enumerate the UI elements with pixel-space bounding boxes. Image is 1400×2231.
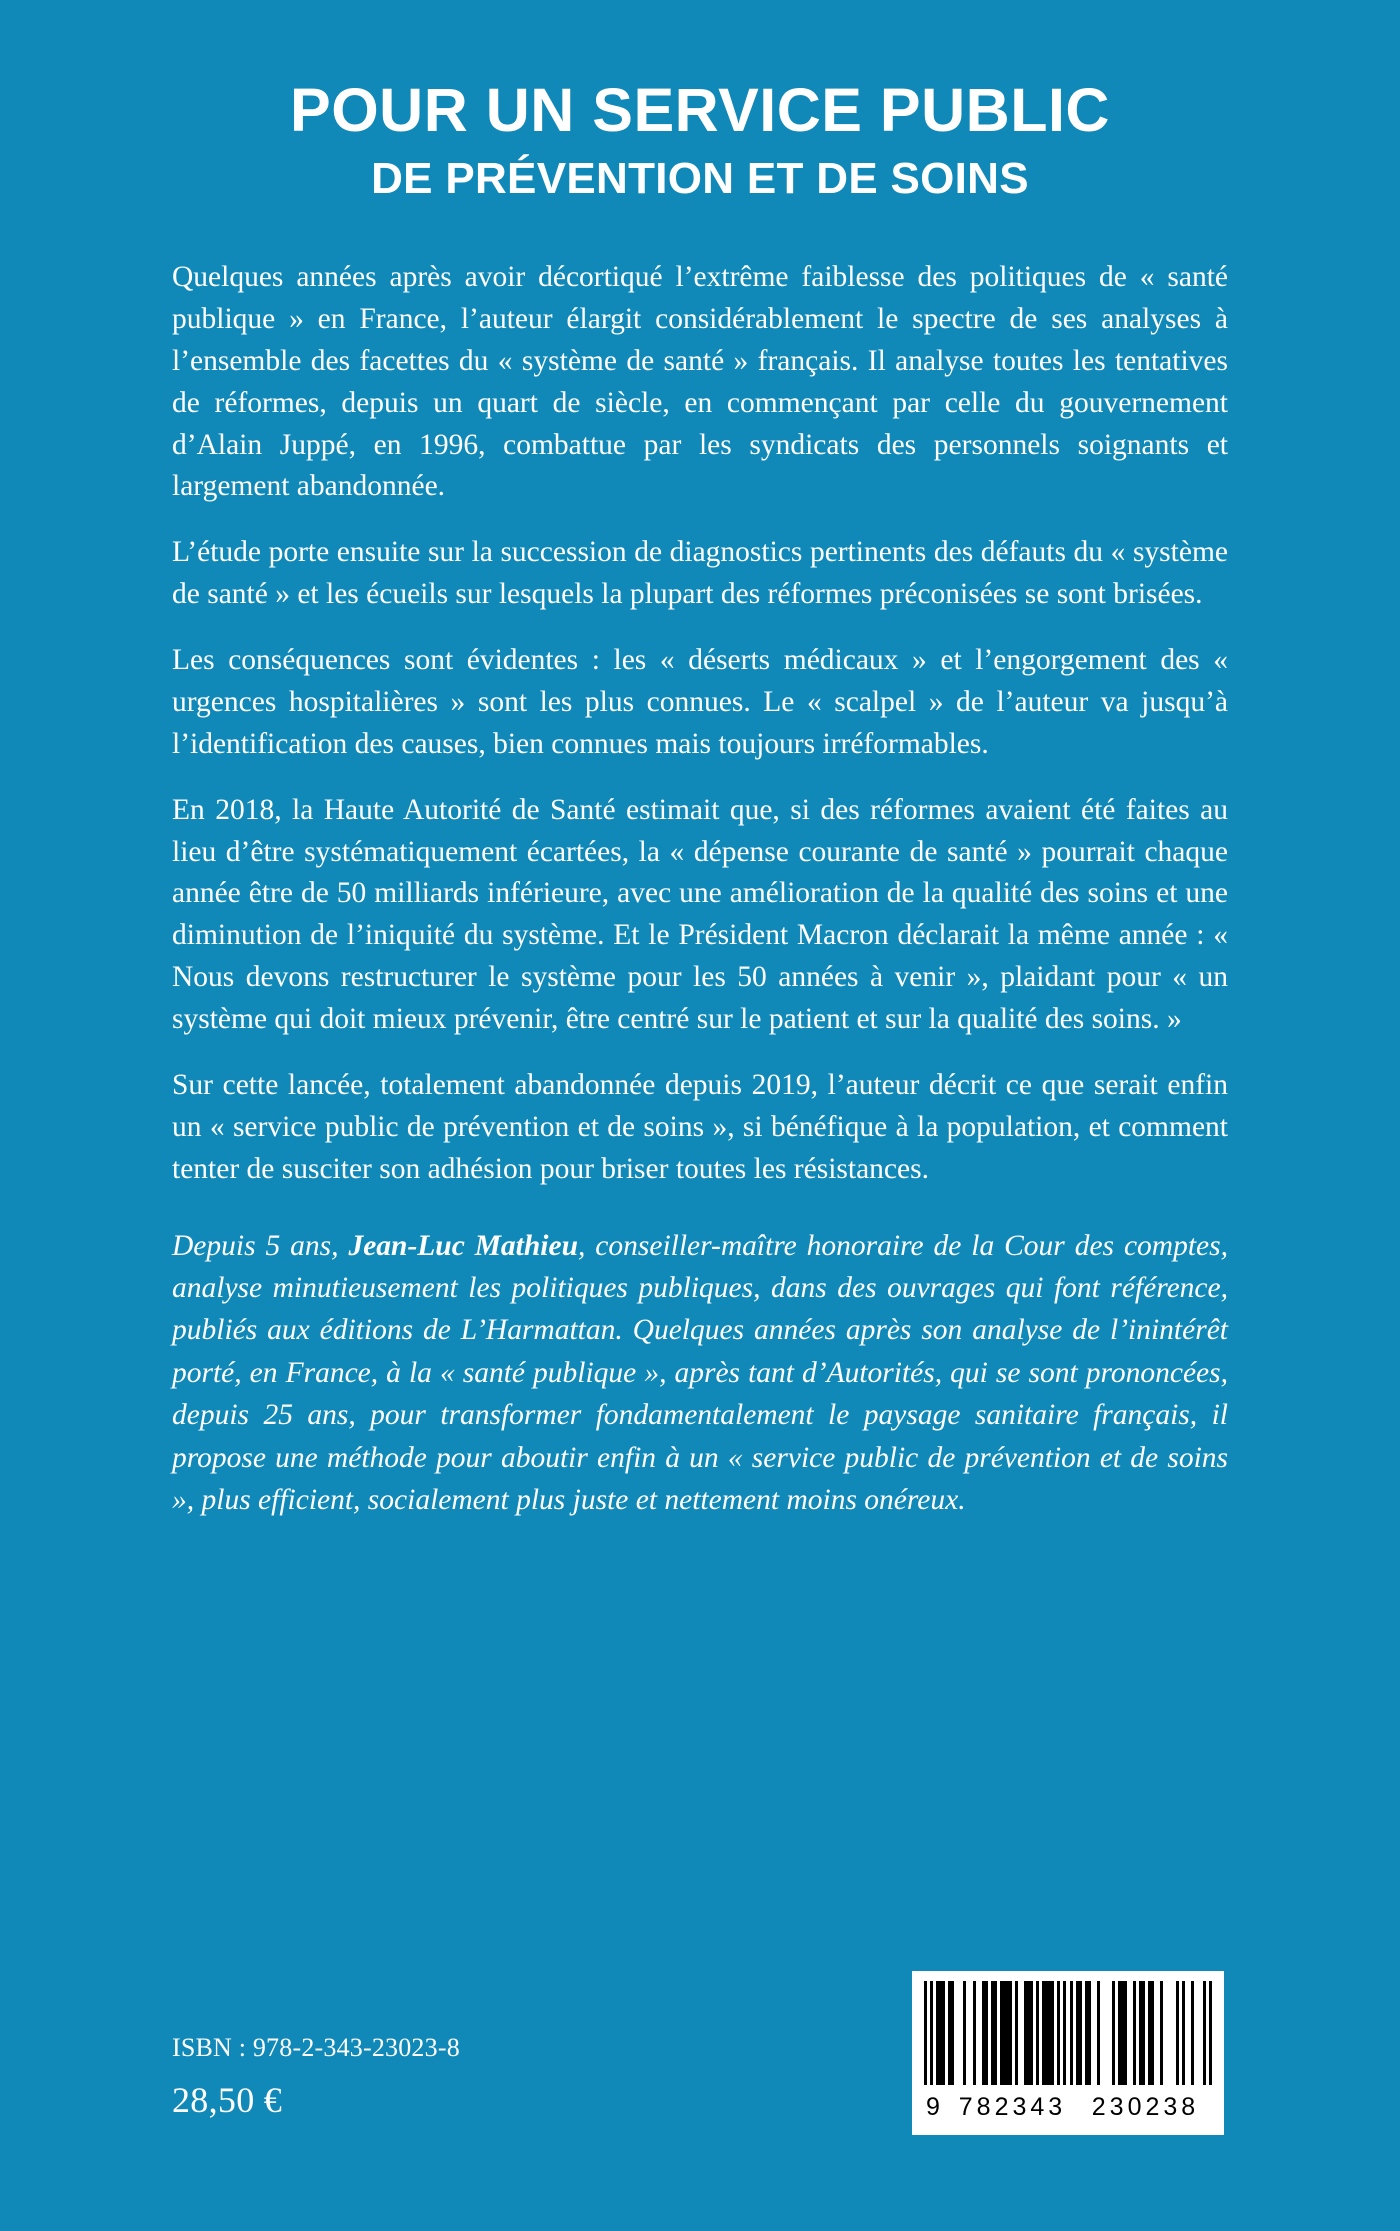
blurb-paragraph: L’étude porte ensuite sur la succession de diagnostics pertinents des défauts du « système de santé » et les écueils sur lesquels la plupart des réformes préconisées se sont brisées. [172,536,1228,611]
barcode-bars [924,1981,1212,2085]
price-text: 28,50 € [172,2080,283,2120]
page-title: POUR UN SERVICE PUBLIC [290,76,1110,144]
author-note-prefix: Depuis 5 ans, [172,1229,349,1262]
blurb-paragraph: Sur cette lancée, totalement abandonnée depuis 2019, l’auteur décrit ce que serait enfin un « service public de prévention et de soins », si bénéfique à la population, et comment tenter de susciter son adhésion pour briser toutes les résistances. [172,1068,1228,1185]
barcode-group-2: 230238 [1091,2093,1200,2121]
barcode-group-1: 782343 [958,2093,1067,2121]
page-subtitle: DE PRÉVENTION ET DE SOINS [371,153,1029,203]
blurb-paragraph: Les conséquences sont évidentes : les « déserts médicaux » et l’engorgement des « urgences hospitalières » sont les plus connues. Le « scalpel » de l’auteur va jusqu’à l’identification des causes, bien connues mais toujours irréformables. [172,644,1228,760]
barcode-digits [924,2093,1212,2122]
blurb-paragraph: En 2018, la Haute Autorité de Santé estimait que, si des réformes avaient été faites au lieu d’être systématiquement écartées, la « dépense courante de santé » pourrait chaque année être de 50 milliards inférieure, avec une amélioration de la qualité des soins et une diminution de l’iniquité du système. Et le Président Macron déclarait la même année : « Nous devons restructurer le système pour les 50 années à venir », plaidant pour « un système qui doit mieux prévenir, être centré sur le patient et sur la qualité des soins. » [172,793,1228,1036]
isbn-block [172,2033,460,2121]
author-biography [172,1225,1228,1522]
footer [172,1935,1228,2135]
title-block [172,0,1228,203]
author-note-suffix: , conseiller-maître honoraire de la Cour des comptes, analyse minutieusement les politiques publiques, dans des ouvrages qui font référence, publiés aux éditions de L’Harmattan. Quelques années après son analyse de l’inintérêt porté, en France, à la « santé publique », après tant d’Autorités, qui se sont prononcées, depuis 25 ans, pour transformer fondamentalement le paysage sanitaire français, il propose une méthode pour aboutir enfin à un « service public de prévention et de soins », plus efficient, socialement plus juste et nettement moins onéreux. [172,1229,1228,1517]
blurb-paragraph: Quelques années après avoir décortiqué l’extrême faiblesse des politiques de « santé publique » en France, l’auteur élargit considérablement le spectre de ses analyses à l’ensemble des facettes du « système de santé » français. Il analyse toutes les tentatives de réformes, depuis un quart de siècle, en commençant par celle du gouvernement d’Alain Juppé, en 1996, combattue par les syndicats des personnels soignants et largement abandonnée. [172,261,1228,503]
barcode-lead-digit: 9 [926,2093,941,2121]
barcode [912,1971,1224,2135]
isbn-text: ISBN : 978-2-343-23023-8 [172,2033,460,2062]
author-name: Jean-Luc Mathieu [348,1229,578,1262]
blurb-text [172,257,1228,1191]
